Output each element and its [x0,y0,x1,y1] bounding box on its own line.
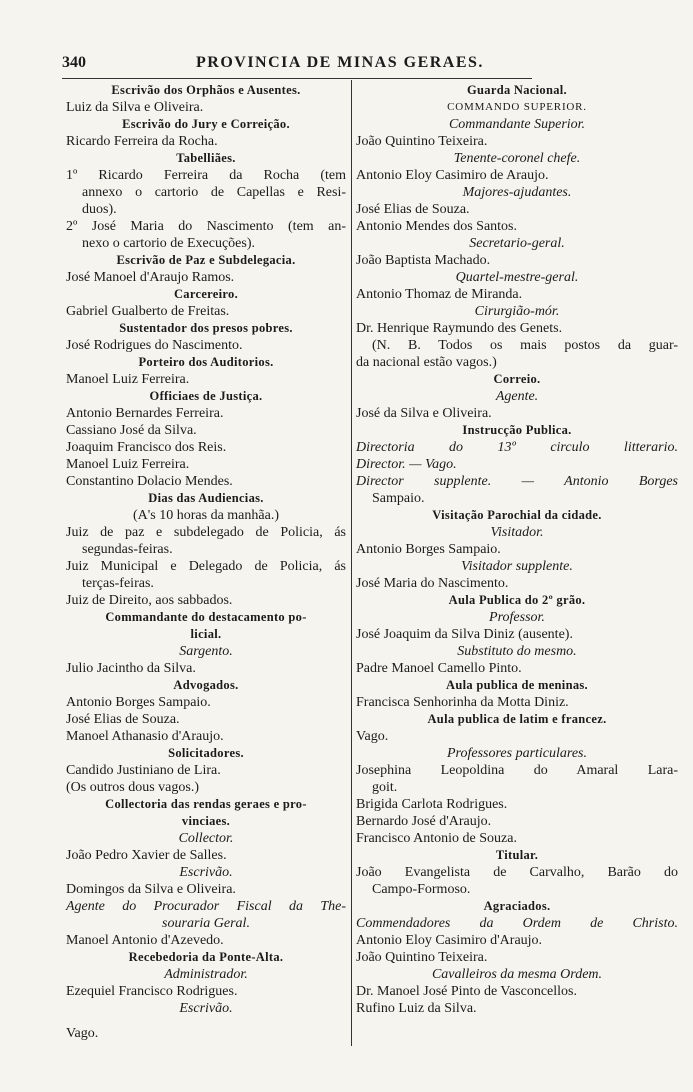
entry-line: Antonio Eloy Casimiro de Araujo. [356,168,549,183]
role-title: Majores-ajudantes. [462,185,572,200]
entry-line: João Evangelista de Carvalho, Barão do [356,865,678,880]
entry-line: segundas-feiras. [82,542,173,557]
entry-line: Commendadores da Ordem de Christo. [356,916,678,931]
entry-line: Antonio Bernardes Ferreira. [66,406,224,421]
entry-line: José da Silva e Oliveira. [356,406,492,421]
entry-line: Campo-Formoso. [372,882,471,897]
entry-line: Constantino Dolacio Mendes. [66,474,233,489]
entry-line: José Rodrigues do Nascimento. [66,338,243,353]
role-title: Agente. [495,389,539,404]
entry-line: Sampaio. [372,491,425,506]
section-heading: Guarda Nacional. [467,83,567,97]
entry-line: Julio Jacintho da Silva. [66,661,196,676]
role-title: Professores particulares. [447,746,587,761]
section-heading: Aula publica de latim e francez. [427,712,607,726]
section-heading: Sustentador dos presos pobres. [119,321,293,335]
role-title: Tenente-coronel chefe. [453,151,581,166]
section-heading: Escrivão dos Orphãos e Ausentes. [111,83,301,97]
role-title: Collector. [178,831,234,846]
section-heading: Agraciados. [483,899,551,913]
entry-line: 2º José Maria do Nascimento (tem an- [66,219,346,234]
page-header [62,54,532,76]
role-title: Sargento. [179,644,233,659]
entry-line: Director supplente. — Antonio Borges [356,474,678,489]
role-title: Quartel-mestre-geral. [455,270,579,285]
section-heading: Aula Publica do 2º grão. [448,593,586,607]
entry-line: José Elias de Souza. [66,712,180,727]
role-title: Administrador. [164,967,248,982]
section-heading: Advogados. [173,678,239,692]
header-rule [62,78,532,79]
section-heading: Aula publica de meninas. [446,678,588,692]
role-title: Cirurgião-mór. [474,304,560,319]
section-heading: Tabelliães. [176,151,236,165]
entry-line: Manoel Luiz Ferreira. [66,457,190,472]
role-title: Professor. [489,610,545,625]
section-heading: Escrivão do Jury e Correição. [122,117,290,131]
entry-line [66,1017,346,1025]
column-divider [351,80,352,1046]
entry-line: Dr. Henrique Raymundo des Genets. [356,321,563,336]
entry-line: Rufino Luiz da Silva. [356,1001,477,1016]
entry-line: terças-feiras. [82,576,154,591]
entry-line: Joaquim Francisco dos Reis. [66,440,227,455]
entry-line: Antonio Borges Sampaio. [356,542,501,557]
entry-line: Bernardo José d'Araujo. [356,814,492,829]
entry-line: Juiz de Direito, aos sabbados. [66,593,233,608]
entry-line: Vago. [356,729,389,744]
entry-line: Josephina Leopoldina do Amaral Lara- [356,763,678,778]
entry-line: Vago. [66,1026,99,1041]
entry-line: José Manoel d'Araujo Ramos. [66,270,235,285]
entry-line: Luiz da Silva e Oliveira. [66,100,204,115]
section-heading: Instrucção Publica. [462,423,572,437]
entry-line: João Baptista Machado. [356,253,491,268]
entry-line: (A's 10 horas da manhãa.) [133,508,279,523]
entry-line: Directoria do 13º circulo litterario. [356,440,678,455]
section-heading: licial. [190,627,222,641]
entry-line: José Maria do Nascimento. [356,576,509,591]
section-heading: Solicitadores. [168,746,244,760]
entry-line: João Pedro Xavier de Salles. [66,848,227,863]
entry-line: nexo o cartorio de Execuções). [82,236,255,251]
entry-line: Juiz de paz e subdelegado de Policia, ás [66,525,346,540]
entry-line: Brigida Carlota Rodrigues. [356,797,508,812]
entry-line: Ezequiel Francisco Rodrigues. [66,984,238,999]
entry-line: José Elias de Souza. [356,202,470,217]
running-title: PROVINCIA DE MINAS GERAES. [196,54,484,71]
entry-line: João Quintino Teixeira. [356,134,488,149]
role-title: Substituto do mesmo. [457,644,577,659]
entry-line: da nacional estão vagos.) [356,355,497,370]
section-heading: Escrivão de Paz e Subdelegacia. [116,253,296,267]
entry-line: Antonio Mendes dos Santos. [356,219,517,234]
entry-line: Agente do Procurador Fiscal da The- [66,899,346,914]
section-heading: Recebedoria da Ponte-Alta. [128,950,284,964]
entry-line: Manoel Antonio d'Azevedo. [66,933,224,948]
entry-line: Ricardo Ferreira da Rocha. [66,134,218,149]
entry-line: Antonio Borges Sampaio. [66,695,211,710]
role-title: Cavalleiros da mesma Ordem. [431,967,603,982]
entry-line: Manoel Luiz Ferreira. [66,372,190,387]
entry-line: Juiz Municipal e Delegado de Policia, ás [66,559,346,574]
entry-line: Gabriel Gualberto de Freitas. [66,304,230,319]
section-heading: Carcereiro. [173,287,239,301]
section-heading: Visitação Parochial da cidade. [432,508,602,522]
right-column [356,82,678,1017]
left-column [66,82,346,1042]
section-heading: Officiaes de Justiça. [149,389,263,403]
role-title: Visitador supplente. [461,559,573,574]
entry-line: Candido Justiniano de Lira. [66,763,221,778]
entry-line: Francisco Antonio de Souza. [356,831,517,846]
section-heading: Porteiro dos Auditorios. [138,355,274,369]
entry-line: Domingos da Silva e Oliveira. [66,882,236,897]
page-number: 340 [62,54,86,71]
entry-line: duos). [82,202,117,217]
role-title: Visitador. [490,525,544,540]
role-title: souraria Geral. [162,916,250,931]
entry-line: Cassiano José da Silva. [66,423,197,438]
section-heading: Titular. [495,848,539,862]
entry-line: José Joaquim da Silva Diniz (ausente). [356,627,573,642]
section-heading: Correio. [493,372,541,386]
entry-line: (N. B. Todos os mais postos da guar- [372,338,678,353]
entry-line: Dr. Manoel José Pinto de Vasconcellos. [356,984,577,999]
role-title: Secretario-geral. [469,236,565,251]
entry-line: Antonio Thomaz de Miranda. [356,287,523,302]
section-heading: Commandante do destacamento po- [105,610,307,624]
section-heading: COMMANDO SUPERIOR. [447,101,587,113]
role-title: Escrivão. [179,865,233,880]
section-heading: Dias das Audiencias. [148,491,264,505]
section-heading: Collectoria das rendas geraes e pro- [105,797,307,811]
entry-line: Francisca Senhorinha da Motta Diniz. [356,695,569,710]
entry-line: João Quintino Teixeira. [356,950,488,965]
entry-line: Manoel Athanasio d'Araujo. [66,729,224,744]
entry-line: 1º Ricardo Ferreira da Rocha (tem [66,168,346,183]
section-heading: vinciaes. [181,814,231,828]
entry-line: (Os outros dous vagos.) [66,780,199,795]
role-title: Escrivão. [179,1001,233,1016]
entry-line: goit. [372,780,398,795]
entry-line: Director. — Vago. [356,457,457,472]
role-title: Commandante Superior. [448,117,586,132]
entry-line: Antonio Eloy Casimiro d'Araujo. [356,933,543,948]
entry-line: Padre Manoel Camello Pinto. [356,661,522,676]
entry-line: annexo o cartorio de Capellas e Resi- [82,185,346,200]
